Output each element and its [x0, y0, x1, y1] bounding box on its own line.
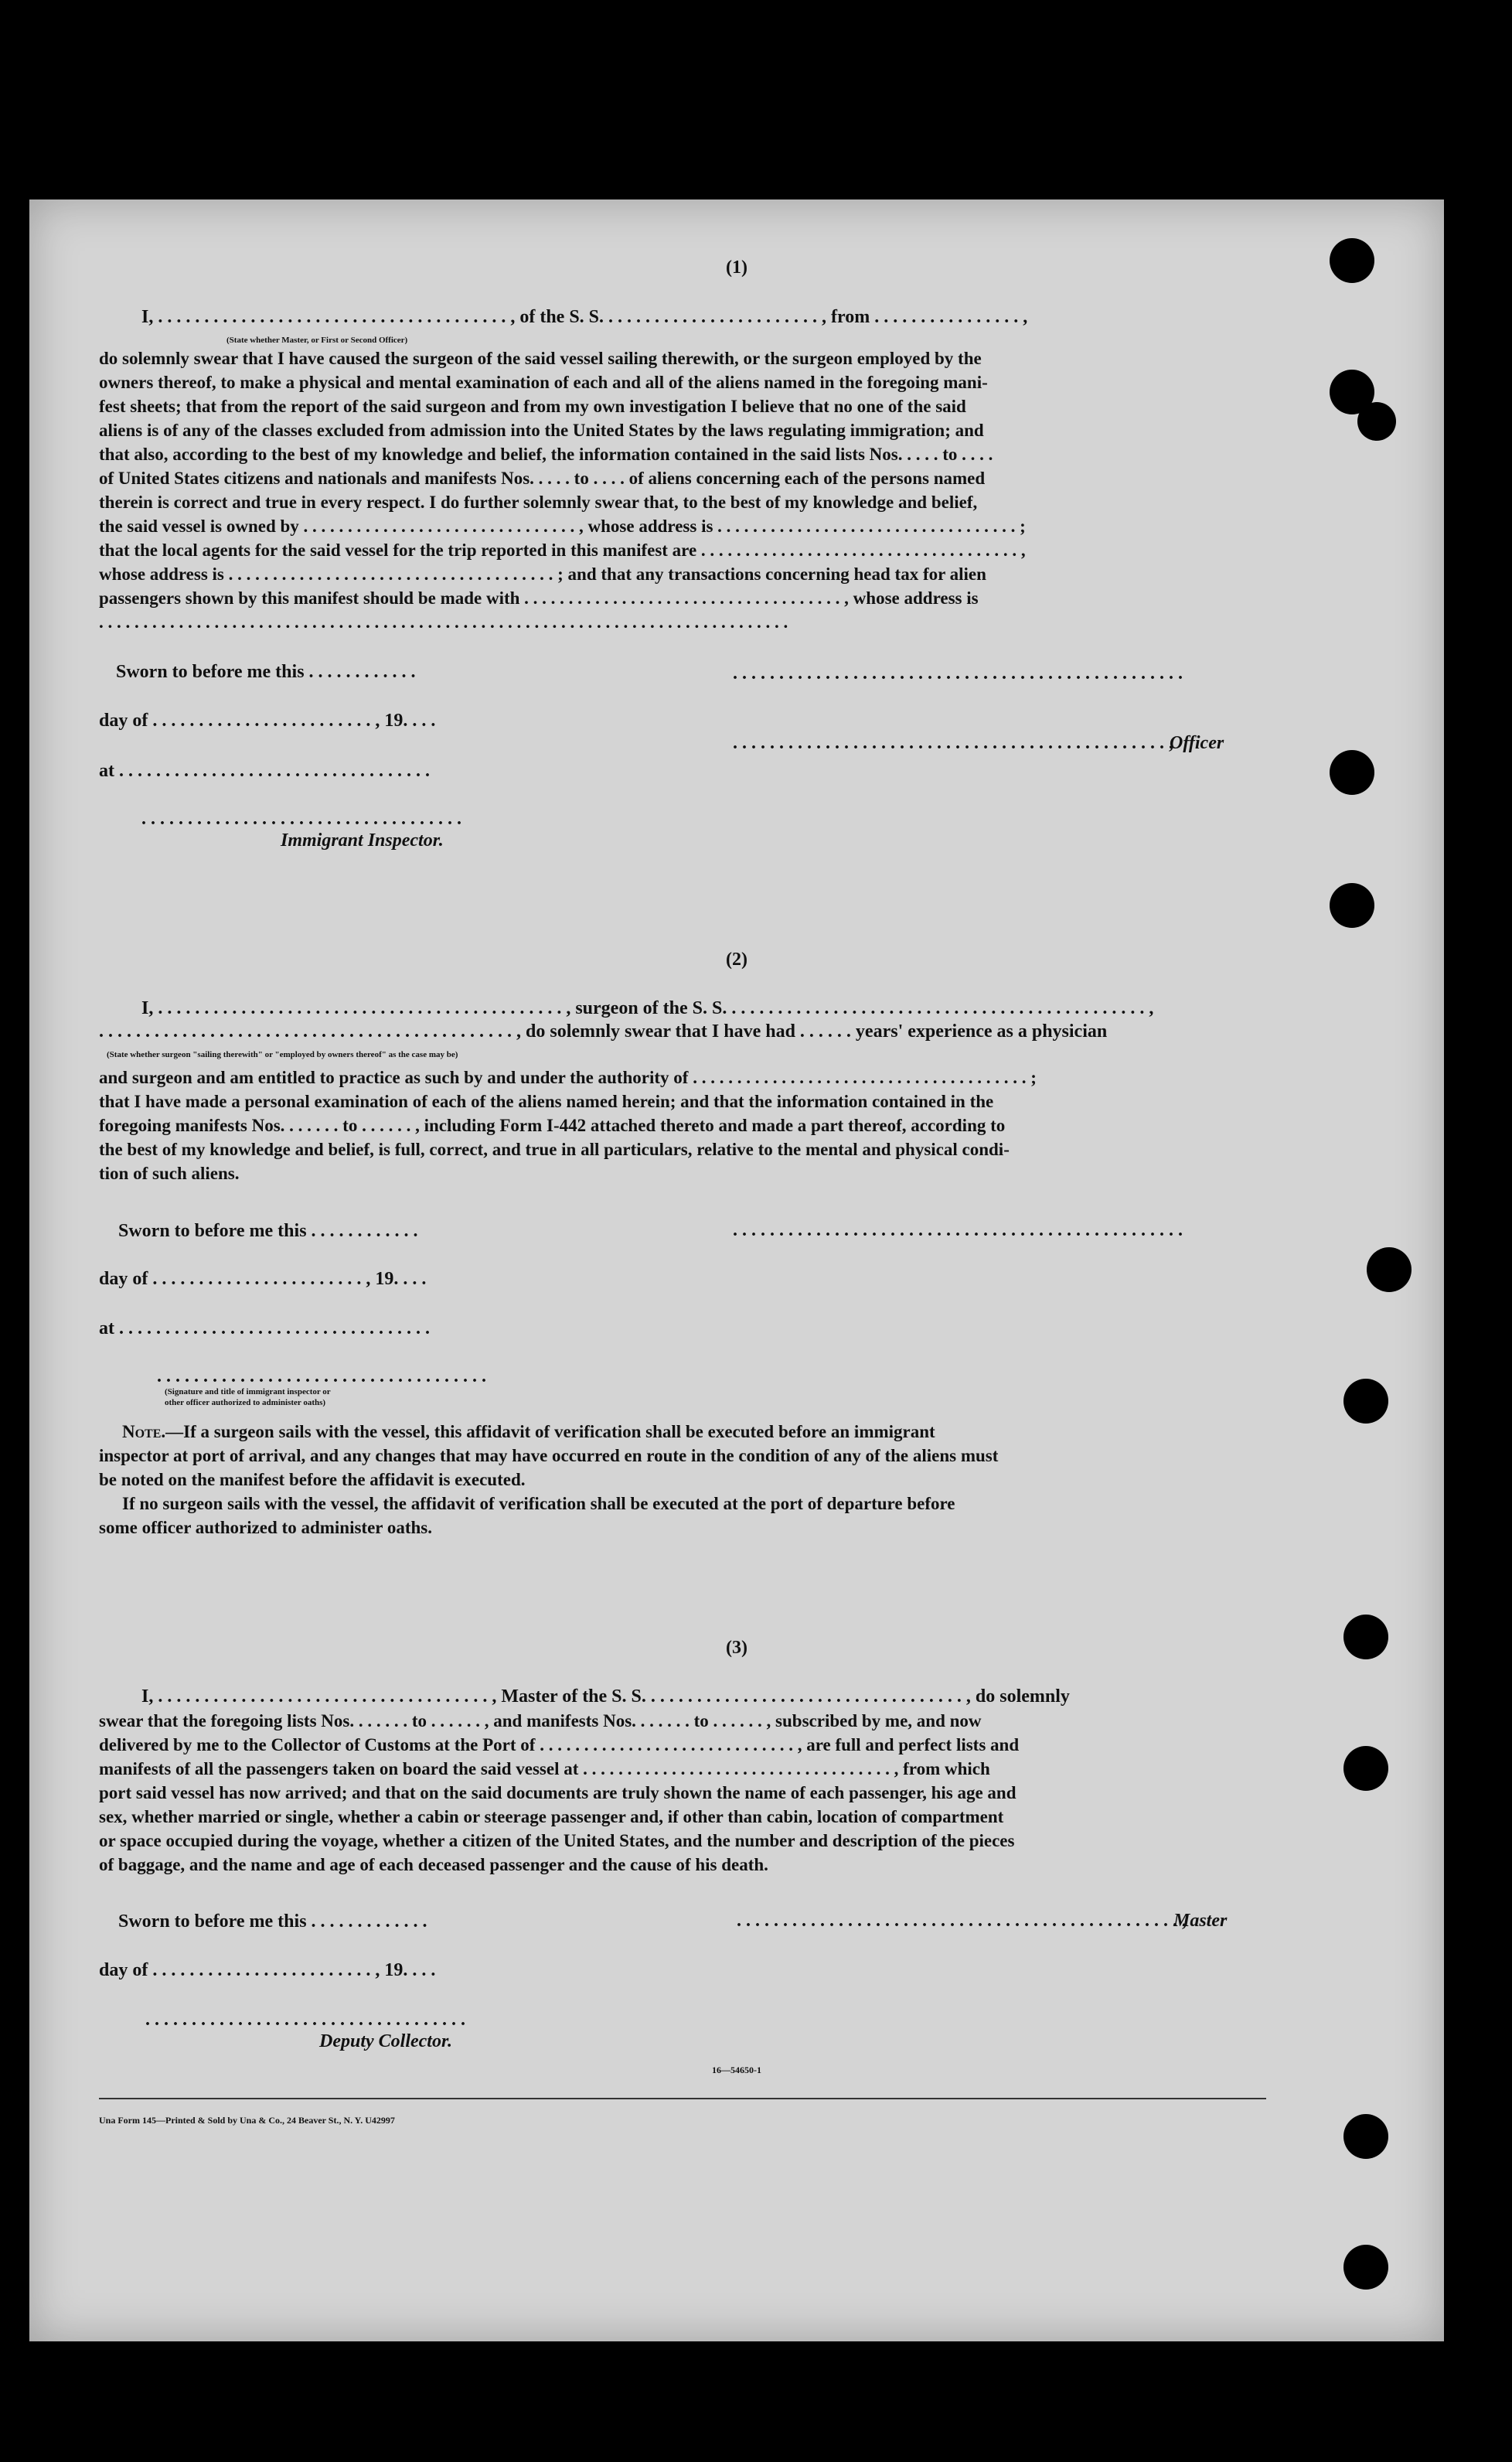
- footer-rule: [99, 2098, 1266, 2099]
- punch-hole: [1330, 883, 1374, 928]
- paragraph-line: of United States citizens and nationals and manifests Nos. . . . . to . . . . of aliens concerning each of the persons named: [99, 469, 986, 488]
- punch-hole: [1330, 750, 1374, 795]
- paragraph-line: owners thereof, to make a physical and mental examination of each and all of the aliens named in the foregoing mani-: [99, 373, 988, 392]
- paragraph-line: manifests of all the passengers taken on board the said vessel at . . . . . . . . . . . . . . . . . . . . . . . . . . . . . . . . . . . , from which: [99, 1759, 990, 1778]
- section-2-line2: . . . . . . . . . . . . . . . . . . . . . . . . . . . . . . . . . . . . . . . . . . . . . , do solemnly swear that I have had . . . . . . years' experience as a physician: [99, 1021, 1108, 1042]
- section-3-day: day of . . . . . . . . . . . . . . . . . . . . . . . . , 19. . . .: [99, 1960, 436, 1980]
- section-1-officer-label: Officer: [1170, 733, 1224, 753]
- paragraph-line: port said vessel has now arrived; and that on the said documents are truly shown the name of each passenger, his age and: [99, 1783, 1017, 1802]
- section-3-collector-label: Deputy Collector.: [319, 2031, 452, 2051]
- section-2-number: (2): [726, 950, 747, 970]
- paragraph-line: that the local agents for the said vessel for the trip reported in this manifest are . . . . . . . . . . . . . . . . . . . . . . . . . . . . . . . . . . . . ,: [99, 540, 1026, 560]
- note-line: some officer authorized to administer oaths.: [99, 1518, 432, 1537]
- note-first-line: [99, 1420, 1235, 1444]
- section-2-signature-note: other officer authorized to administer oaths): [165, 1398, 326, 1407]
- section-2-at: at . . . . . . . . . . . . . . . . . . . . . . . . . . . . . . . . . .: [99, 1318, 430, 1338]
- section-3-collector-dots: . . . . . . . . . . . . . . . . . . . . . . . . . . . . . . . . . . .: [145, 2010, 465, 2030]
- section-3-line1: I, . . . . . . . . . . . . . . . . . . . . . . . . . . . . . . . . . . . . , Master of the S. S. . . . . . . . . . . . . . . . . . . . . . . . . . . . . . . . . . . , do solemnly: [141, 1686, 1070, 1707]
- paragraph-line: the said vessel is owned by . . . . . . . . . . . . . . . . . . . . . . . . . . . . . . . , whose address is . . . . . . . . . . . . . . . . . . . . . . . . . . . . . . . . . . ;: [99, 517, 1026, 536]
- section-3-master-signature: . . . . . . . . . . . . . . . . . . . . . . . . . . . . . . . . . . . . . . . . . . . . . . . . ,: [737, 1911, 1187, 1931]
- paragraph-line: of baggage, and the name and age of each deceased passenger and the cause of his death.: [99, 1855, 768, 1874]
- section-2-surgeon-signature: . . . . . . . . . . . . . . . . . . . . . . . . . . . . . . . . . . . . . . . . . . . . . . . . .: [733, 1220, 1183, 1240]
- section-2-line2-note: (State whether surgeon "sailing therewith" or "employed by owners thereof" as the case may be): [107, 1050, 458, 1059]
- section-1-officer-signature: . . . . . . . . . . . . . . . . . . . . . . . . . . . . . . . . . . . . . . . . . . . . . . . ,: [733, 733, 1173, 753]
- section-2-signature-dots: . . . . . . . . . . . . . . . . . . . . . . . . . . . . . . . . . . . .: [157, 1366, 486, 1386]
- section-1-sworn: Sworn to before me this . . . . . . . . . . . .: [116, 662, 416, 682]
- paragraph-line: the best of my knowledge and belief, is full, correct, and true in all particulars, relative to the mental and physical condi-: [99, 1140, 1010, 1159]
- footer-imprint: Una Form 145—Printed & Sold by Una & Co., 24 Beaver St., N. Y. U42997: [99, 2115, 395, 2126]
- section-2-sworn: Sworn to before me this . . . . . . . . . . . .: [118, 1221, 418, 1241]
- paragraph-line: that I have made a personal examination of each of the aliens named herein; and that the information contained in the: [99, 1092, 994, 1111]
- note-line: —If a surgeon sails with the vessel, this affidavit of verification shall be executed before an immigrant: [165, 1422, 935, 1441]
- section-3-sworn: Sworn to before me this . . . . . . . . . . . . .: [118, 1911, 427, 1932]
- section-1-number: (1): [726, 257, 747, 278]
- paragraph-line: foregoing manifests Nos. . . . . . . to . . . . . . , including Form I-442 attached thereto and made a part thereof, according to: [99, 1116, 1006, 1135]
- paragraph-line: delivered by me to the Collector of Customs at the Port of . . . . . . . . . . . . . . . . . . . . . . . . . . . . . , are full and perfect lists and: [99, 1735, 1020, 1754]
- section-1-signature-line: . . . . . . . . . . . . . . . . . . . . . . . . . . . . . . . . . . . . . . . . . . . . . . . . .: [733, 663, 1183, 684]
- note-line: If no surgeon sails with the vessel, the affidavit of verification shall be executed at the port of departure before: [122, 1494, 955, 1513]
- paragraph-line: that also, according to the best of my knowledge and belief, the information contained in the said lists Nos. . . . . to . . . .: [99, 445, 993, 464]
- section-1-day: day of . . . . . . . . . . . . . . . . . . . . . . . . , 19. . . .: [99, 711, 436, 731]
- form-code: 16—54650-1: [712, 2065, 761, 2075]
- paragraph-line: and surgeon and am entitled to practice as such by and under the authority of . . . . . . . . . . . . . . . . . . . . . . . . . . . . . . . . . . . . . . ;: [99, 1068, 1037, 1087]
- note-line: inspector at port of arrival, and any changes that may have occurred en route in the condition of any of the aliens must: [99, 1446, 999, 1465]
- section-3-paragraph: [99, 1709, 1235, 1877]
- paragraph-line: . . . . . . . . . . . . . . . . . . . . . . . . . . . . . . . . . . . . . . . . . . . . . . . . . . . . . . . . . . . . . . . . . . . . . . . . . . . . . .: [99, 612, 788, 632]
- section-3-number: (3): [726, 1638, 747, 1658]
- paragraph-line: therein is correct and true in every respect. I do further solemnly swear that, to the best of my knowledge and belief,: [99, 493, 978, 512]
- section-1-inspector-label: Immigrant Inspector.: [281, 830, 444, 851]
- section-1-inspector-dots: . . . . . . . . . . . . . . . . . . . . . . . . . . . . . . . . . . .: [141, 809, 461, 829]
- note-label: Note.: [122, 1422, 166, 1441]
- paragraph-line: sex, whether married or single, whether a cabin or steerage passenger and, if other than cabin, location of compartment: [99, 1807, 1004, 1826]
- punch-hole: [1367, 1247, 1412, 1292]
- section-1-line1: I, . . . . . . . . . . . . . . . . . . . . . . . . . . . . . . . . . . . . . . , of the S. S. . . . . . . . . . . . . . . . . . . . . . . . , from . . . . . . . . . . . . . . . . ,: [141, 307, 1028, 327]
- section-2-day: day of . . . . . . . . . . . . . . . . . . . . . . . , 19. . . .: [99, 1269, 427, 1289]
- section-2-signature-note: (Signature and title of immigrant inspector or: [165, 1387, 331, 1396]
- section-1-at: at . . . . . . . . . . . . . . . . . . . . . . . . . . . . . . . . . .: [99, 761, 430, 781]
- punch-hole: [1343, 2114, 1388, 2159]
- section-1-paragraph: [99, 346, 1235, 634]
- paragraph-line: whose address is . . . . . . . . . . . . . . . . . . . . . . . . . . . . . . . . . . . . . ; and that any transactions concerning head tax for alien: [99, 564, 986, 584]
- punch-hole: [1343, 1379, 1388, 1424]
- section-3-master-label: Master: [1173, 1911, 1228, 1931]
- manifest-affidavit-page: [29, 199, 1444, 2341]
- punch-hole: [1343, 1746, 1388, 1791]
- paragraph-line: do solemnly swear that I have caused the surgeon of the said vessel sailing therewith, or the surgeon employed by the: [99, 349, 982, 368]
- section-1-line1-note: (State whether Master, or First or Second Officer): [226, 336, 408, 345]
- note-block: [99, 1420, 1235, 1540]
- paragraph-line: swear that the foregoing lists Nos. . . . . . . to . . . . . . , and manifests Nos. . . . . . . to . . . . . . , subscribed by me, and now: [99, 1711, 982, 1731]
- punch-hole: [1357, 402, 1396, 441]
- section-2-line1: I, . . . . . . . . . . . . . . . . . . . . . . . . . . . . . . . . . . . . . . . . . . . . , surgeon of the S. S. . . . . . . . . . . . . . . . . . . . . . . . . . . . . . . . . . . . . . . . . . . . . . ,: [141, 998, 1154, 1018]
- section-2-paragraph: [99, 1066, 1235, 1185]
- punch-hole: [1343, 2245, 1388, 2290]
- paragraph-line: passengers shown by this manifest should be made with . . . . . . . . . . . . . . . . . . . . . . . . . . . . . . . . . . . . , whose address is: [99, 588, 979, 608]
- paragraph-line: fest sheets; that from the report of the said surgeon and from my own investigation I believe that no one of the said: [99, 397, 966, 416]
- note-line: be noted on the manifest before the affidavit is executed.: [99, 1470, 526, 1489]
- paragraph-line: or space occupied during the voyage, whether a citizen of the United States, and the number and description of the pieces: [99, 1831, 1015, 1850]
- paragraph-line: aliens is of any of the classes excluded from admission into the United States by the laws regulating immigration; and: [99, 421, 984, 440]
- paragraph-line: tion of such aliens.: [99, 1164, 240, 1183]
